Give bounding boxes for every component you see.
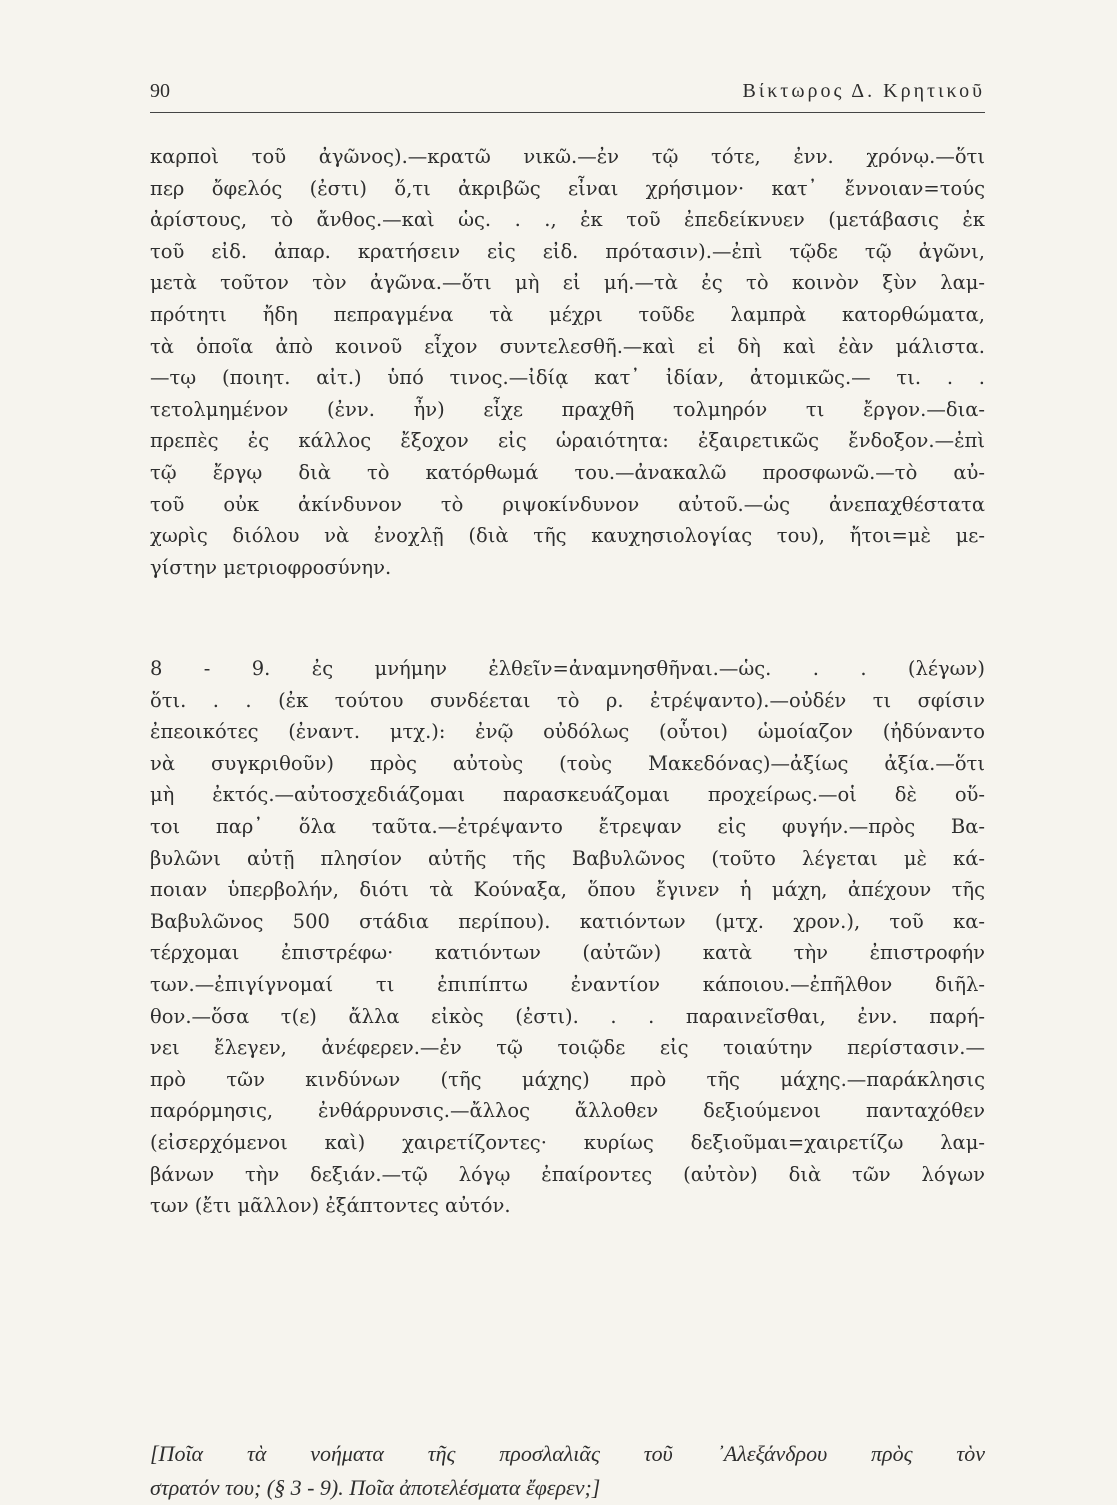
header-rule: [150, 112, 985, 113]
paragraph-commentary-8-9: [150, 653, 985, 1222]
text-line: θον.—ὅσα τ(ε) ἄλλα εἰκὸς (ἐστι). . . παραινεῖσθαι, ἐνν. παρή-: [150, 1004, 985, 1028]
text-line: Βαβυλῶνος 500 στάδια περίπου). κατιόντων (μτχ. χρον.), τοῦ κα-: [150, 909, 985, 933]
text-line: τὰ ὁποῖα ἀπὸ κοινοῦ εἶχον συντελεσθῆ.—καὶ εἰ δὴ καὶ ἐὰν μάλιστα.: [150, 334, 985, 358]
text-line: των.—ἐπιγίγνομαί τι ἐπιπίπτω ἐναντίον κάποιου.—ἐπῆλθον διῆλ-: [150, 972, 985, 996]
page-header: [150, 80, 985, 112]
text-line: καρποὶ τοῦ ἀγῶνος).—κρατῶ νικῶ.—ἐν τῷ τότε, ἐνν. χρόνῳ.—ὅτι: [150, 145, 985, 168]
text-line: 8 - 9. ἐς μνήμην ἐλθεῖν=ἀναμνησθῆναι.—ὡς. . . (λέγων): [150, 657, 985, 680]
text-line: τοῦ εἰδ. ἀπαρ. κρατήσειν εἰς εἰδ. πρότασιν).—ἐπὶ τῷδε τῷ ἀγῶνι,: [150, 239, 985, 263]
text-line: χωρὶς διόλου νὰ ἐνοχλῇ (διὰ τῆς καυχησιολογίας του), ἤτοι=μὲ με-: [150, 524, 985, 548]
text-line: των (ἔτι μᾶλλον) ἐξάπτοντες αὐτόν.: [150, 1194, 511, 1218]
text-line: —τῳ (ποιητ. αἰτ.) ὑπό τινος.—ἰδίᾳ κατ᾽ ἰδίαν, ἀτομικῶς.— τι. . .: [150, 366, 985, 390]
text-line: βυλῶνι αὐτῇ πλησίον αὐτῆς τῆς Βαβυλῶνος (τοῦτο λέγεται μὲ κά-: [150, 846, 985, 870]
text-line: νὰ συγκριθοῦν) πρὸς αὐτοὺς (τοὺς Μακεδόνας)—ἀξίως ἀξία.—ὅτι: [150, 751, 985, 775]
text-line: πρότητι ἤδη πεπραγμένα τὰ μέχρι τοῦδε λαμπρὰ κατορθώματα,: [150, 302, 985, 326]
text-line: (εἰσερχόμενοι καὶ) χαιρετίζοντες· κυρίως δεξιοῦμαι=χαιρετίζω λαμ-: [150, 1130, 985, 1154]
text-line: τοι παρ᾽ ὅλα ταῦτα.—ἐτρέψαντο ἔτρεψαν εἰς φυγήν.—πρὸς Βα-: [150, 814, 985, 838]
text-line: πρεπὲς ἐς κάλλος ἔξοχον εἰς ὡραιότητα: ἐξαιρετικῶς ἔνδοξον.—ἐπὶ: [150, 429, 985, 453]
text-line: παρόρμησις, ἐνθάρρυνσις.—ἄλλος ἄλλοθεν δεξιούμενοι πανταχόθεν: [150, 1099, 985, 1123]
text-line: ἀρίστους, τὸ ἄνθος.—καὶ ὡς. . ., ἐκ τοῦ ἐπεδείκνυεν (μετάβασις ἐκ: [150, 208, 985, 232]
text-line: ὅτι. . . (ἐκ τούτου συνδέεται τὸ ρ. ἐτρέψαντο).—οὐδέν τι σφίσιν: [150, 688, 985, 712]
text-line: περ ὄφελός (ἐστι) ὅ,τι ἀκριβῶς εἶναι χρήσιμον· κατ᾽ ἔννοιαν=τούς: [150, 176, 985, 200]
text-line: νει ἔλεγεν, ἀνέφερεν.—ἐν τῷ τοιῷδε εἰς τοιαύτην περίστασιν.—: [150, 1036, 985, 1060]
text-line: τοῦ οὐκ ἀκίνδυνον τὸ ριψοκίνδυνον αὐτοῦ.—ὡς ἀνεπαχθέστατα: [150, 492, 985, 516]
question-line: [Ποῖα τὰ νοήματα τῆς προσλαλιᾶς τοῦ ᾽Αλεξάνδρου πρὸς τὸν: [150, 1441, 985, 1466]
text-line: τετολμημένον (ἐνν. ἦν) εἶχε πραχθῆ τολμηρόν τι ἔργον.—δια-: [150, 397, 985, 421]
text-line: πρὸ τῶν κινδύνων (τῆς μάχης) πρὸ τῆς μάχης.—παράκλησις: [150, 1067, 985, 1091]
paragraph-commentary-1: [150, 141, 985, 583]
text-line: γίστην μετριοφροσύνην.: [150, 555, 392, 579]
text-line: βάνων τὴν δεξιάν.—τῷ λόγῳ ἐπαίροντες (αὐτὸν) διὰ τῶν λόγων: [150, 1162, 985, 1186]
page-number: 90: [150, 80, 170, 102]
text-line: τῷ ἔργῳ διὰ τὸ κατόρθωμά του.—ἀνακαλῶ προσφωνῶ.—τὸ αὐ-: [150, 460, 985, 484]
text-line: ἐπεοικότες (ἐναντ. μτχ.): ἐνῷ οὐδόλως (οὗτοι) ὡμοίαζον (ἠδύναντο: [150, 720, 985, 744]
text-line: μετὰ τοῦτον τὸν ἀγῶνα.—ὅτι μὴ εἰ μή.—τὰ ἐς τὸ κοινὸν ξὺν λαμ-: [150, 271, 985, 295]
text-line: τέρχομαι ἐπιστρέφω· κατιόντων (αὐτῶν) κατὰ τὴν ἐπιστροφήν: [150, 941, 985, 965]
review-question: [150, 1437, 985, 1505]
running-head: Βίκτωρος Δ. Κρητικοῦ: [742, 80, 985, 102]
text-line: ποιαν ὑπερβολήν, διότι τὰ Κούναξα, ὅπου ἔγινεν ἡ μάχη, ἀπέχουν τῆς: [150, 878, 985, 902]
question-line: στρατόν του; (§ 3 - 9). Ποῖα ἀποτελέσματα ἔφερεν;]: [150, 1475, 601, 1500]
text-line: μὴ ἐκτός.—αὐτοσχεδιάζομαι παρασκευάζομαι προχείρως.—οἱ δὲ οὕ-: [150, 783, 985, 807]
